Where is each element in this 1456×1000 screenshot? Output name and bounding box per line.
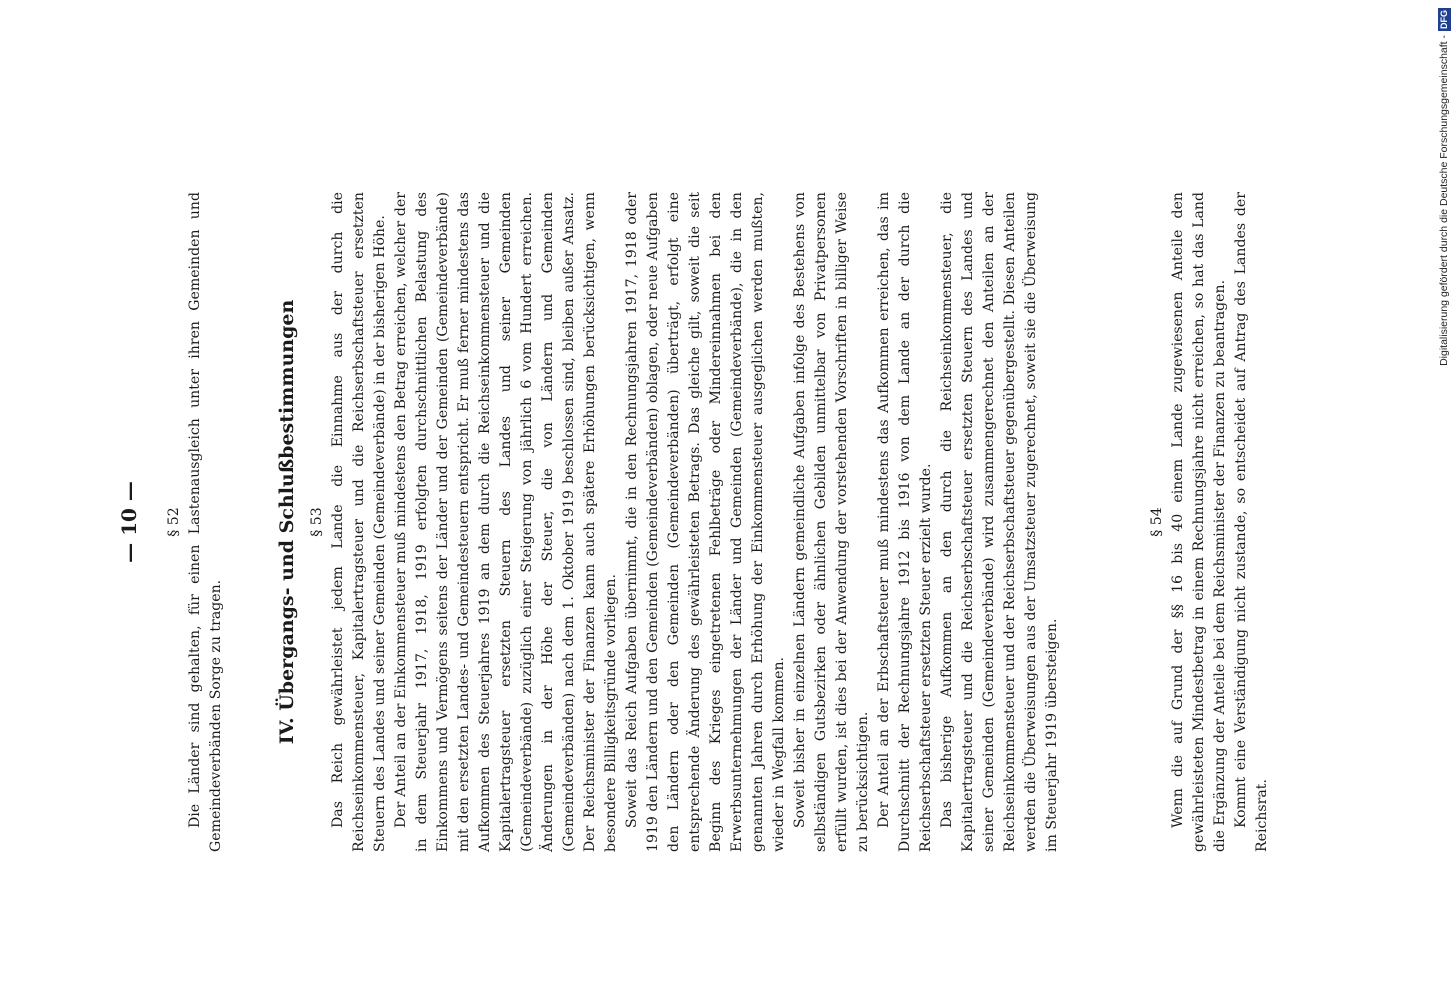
paragraph: Wenn die auf Grund der §§ 16 bis 40 einem Lande zugewiesenen Anteile den gewährleisteten Mindestbetrag in einem Rechnungsjahre nicht erreichen, so hat das Land die Ergänzung der Anteile bei dem Reichsminister der Finanzen zu beantragen.: [1170, 192, 1228, 852]
page-number: — 10 —: [117, 481, 141, 563]
section-52-heading: § 52: [166, 507, 182, 537]
paragraph: Der Anteil an der Einkommensteuer muß mindestens den Betrag erreichen, welcher der in dem Steuerjahr 1917, 1918, 1919 erfolgten durchschnittlichen Belastung des Einkommens und Vermögens seitens der Länder und der Gemeinden (Gemeindeverbände) mit den ersetzten Landes- und Gemeindesteuern entspricht. Er muß ferner mindestens das Aufkommen des Steuerjahres 1919 an dem durch die Reichseinkommensteuer und die Kapitalertragsteuer ersetzten Steuern des Landes und seiner Gemeinden (Gemeindeverbände) zuzüglich einer Steigerung von jährlich 6 vom Hundert erreichen. Änderungen in der Höhe der Steuer, die von Ländern und Gemeinden (Gemeindeverbänden) nach dem 1. Oktober 1919 beschlossen sind, bleiben außer Ansatz. Der Reichsminister der Finanzen kann auch spätere Erhöhungen berücksichtigen, wenn besondere Billigkeitsgründe vorliegen.: [393, 192, 619, 852]
section-52-text: [185, 192, 227, 852]
credit-text: Digitalisierung gefördert durch die Deutsche Forschungsgemeinschaft -: [1438, 35, 1450, 366]
paragraph: Kommt eine Verständigung nicht zustande, so entscheidet auf Antrag des Landes der Reichsrat.: [1233, 192, 1270, 852]
paragraph: Soweit das Reich Aufgaben übernimmt, die in den Rechnungsjahren 1917, 1918 oder 1919 den Ländern und den Gemeinden (Gemeindeverbänden) oblagen, oder neue Aufgaben den Ländern oder den Gemeinden (Gemeindeverbänden) überträgt, erfolgt eine entsprechende Änderung des gewährleisteten Betrags. Das gleiche gilt, soweit die seit Beginn des Krieges eingetretenen Fehlbeträge oder Mindereinnahmen bei den Erwerbsunternehmungen der Länder und Gemeinden (Gemeindeverbände), die in den genannten Jahren durch Erhöhung der Einkommensteuer ausgeglichen werden mußten, wieder in Wegfall kommen.: [624, 192, 787, 852]
digitization-credit: [1432, 8, 1456, 393]
section-54-body: [1168, 192, 1273, 852]
paragraph: Soweit bisher in einzelnen Ländern gemeindliche Aufgaben infolge des Bestehens von selbständigen Gutsbezirken oder ähnlichen Gebilden unmittelbar von Privatpersonen erfüllt wurden, ist dies bei der Anwendung der vorstehenden Vorschriften in billiger Weise zu berücksichtigen.: [792, 192, 871, 852]
rotated-page: [117, 192, 1287, 852]
paragraph: Die Länder sind gehalten, für einen Lastenausgleich unter ihren Gemeinden und Gemeindeverbänden Sorge zu tragen.: [187, 192, 224, 852]
paragraph: Das Reich gewährleistet jedem Lande die Einnahme aus der durch die Reichseinkommensteuer, Kapitalertragsteuer und die Reichserbschaftsteuer ersetzten Steuern des Landes und seiner Gemeinden (Gemeindeverbände) in der bisherigen Höhe.: [330, 192, 388, 852]
section-54-heading: § 54: [1149, 507, 1165, 537]
paragraph: Das bisherige Aufkommen an den durch die Reichseinkommensteuer, die Kapitalertragsteuer und die Reichserbschaftsteuer ersetzten Steuern des Landes und seiner Gemeinden (Gemeindeverbände) wird zusammengerechnet den Anteilen an der Reichseinkommensteuer und der Reichserbschaftsteuer gegenübergestellt. Diesen Anteilen werden die Überweisungen aus der Umsatzsteuer zugerechnet, soweit sie die Überweisung im Steuerjahr 1919 übersteigen.: [939, 192, 1060, 852]
paragraph: Der Anteil an der Erbschaftsteuer muß mindestens das Aufkommen erreichen, das im Durchschnitt der Rechnungsjahre 1912 bis 1916 von dem Lande an der durch die Reichserbschaftsteuer ersetzten Steuer erzielt wurde.: [876, 192, 934, 852]
dfg-logo: DFG: [1438, 10, 1449, 29]
section-53-heading: § 53: [309, 507, 325, 537]
chapter-heading: IV. Übergangs- und Schlußbestimmungen: [276, 299, 298, 745]
section-53-body: [328, 192, 1063, 852]
